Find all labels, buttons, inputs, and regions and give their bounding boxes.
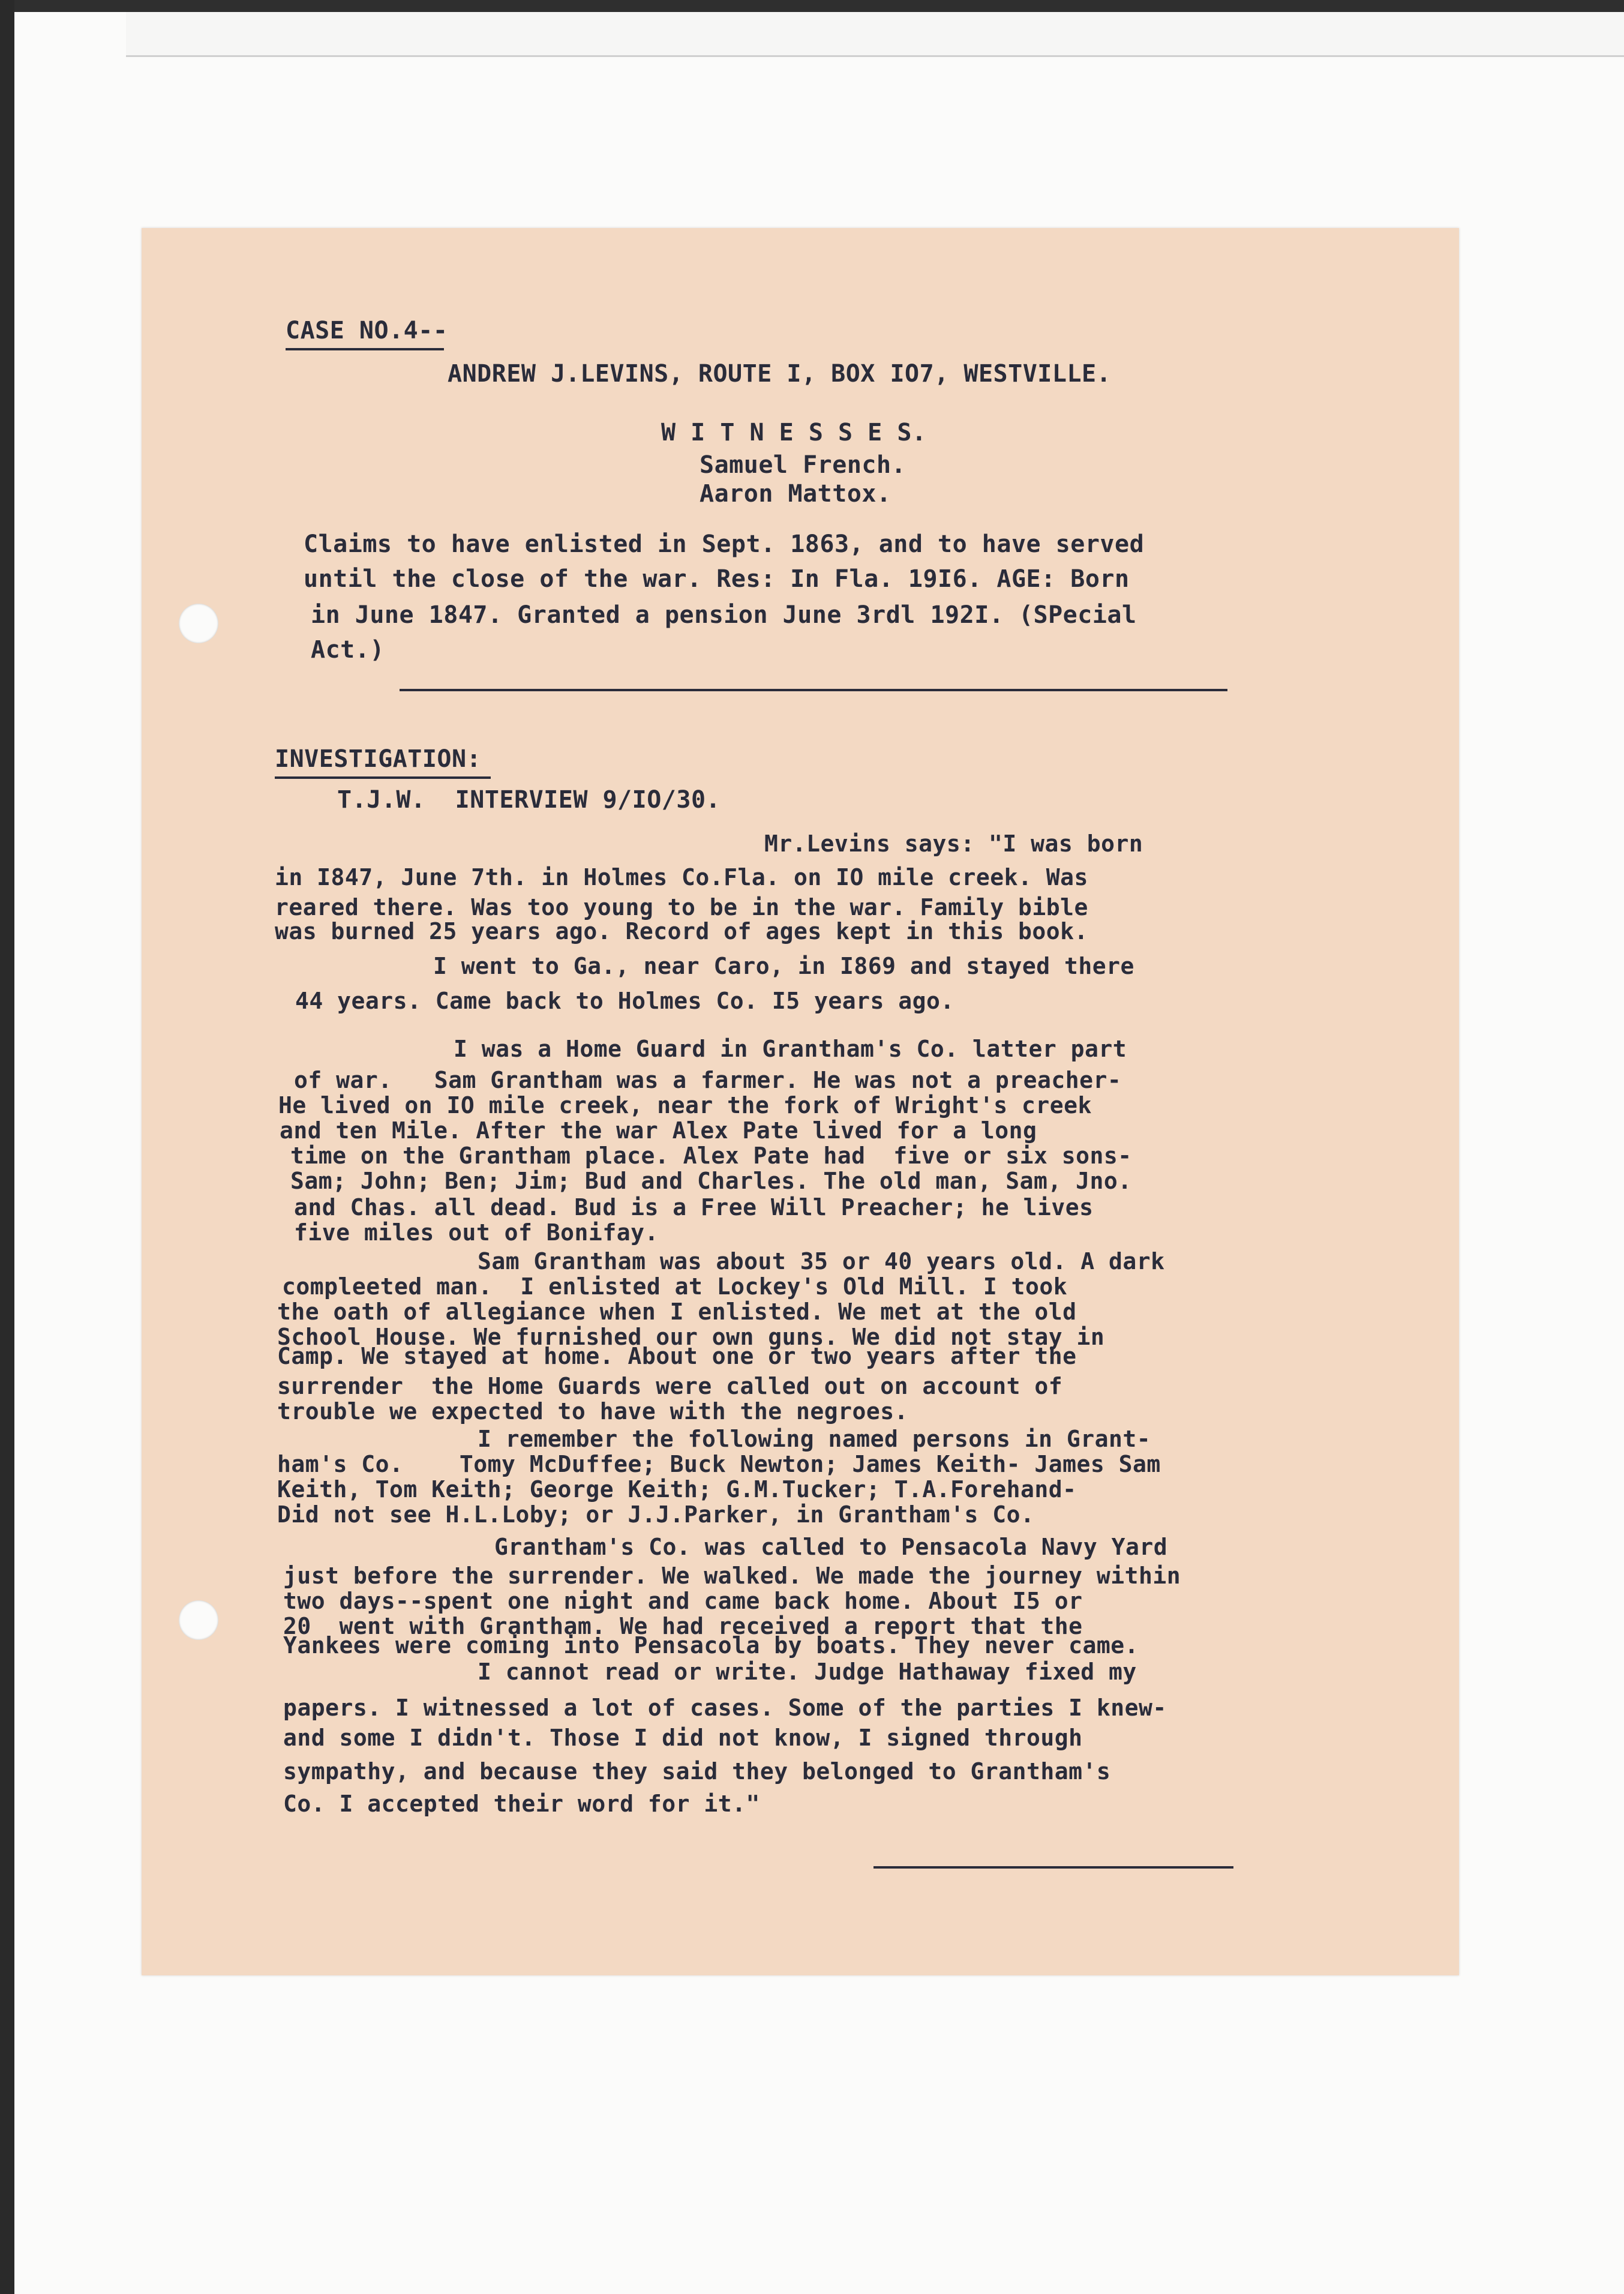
statement-line: I cannot read or write. Judge Hathaway fixed my (478, 1659, 1137, 1685)
statement-line: Co. I accepted their word for it." (283, 1791, 760, 1817)
statement-line: Keith, Tom Keith; George Keith; G.M.Tucker; T.A.Forehand- (277, 1476, 1077, 1503)
statement-line: compleeted man. I enlisted at Lockey's Old Mill. I took (282, 1273, 1068, 1300)
statement-line: School House. We furnished our own guns. We did not stay in (277, 1324, 1105, 1350)
statement-line: ham's Co. Tomy McDuffee; Buck Newton; James Keith- James Sam (277, 1451, 1161, 1477)
statement-line: I remember the following named persons in Grant- (478, 1426, 1151, 1452)
statement-line: two days--spent one night and came back home. About I5 or (283, 1588, 1083, 1614)
statement-line: in I847, June 7th. in Holmes Co.Fla. on IO mile creek. Was (275, 864, 1088, 890)
statement-line: and Chas. all dead. Bud is a Free Will Preacher; he lives (294, 1194, 1094, 1221)
statement-line: of war. Sam Grantham was a farmer. He was not a preacher- (294, 1067, 1122, 1093)
witnesses-heading: W I T N E S S E S. (661, 419, 927, 446)
statement-line: He lived on IO mile creek, near the fork of Wright's creek (278, 1092, 1092, 1118)
witness-name: Aaron Mattox. (700, 480, 891, 508)
closing-rule (873, 1866, 1233, 1869)
interview-line: T.J.W. INTERVIEW 9/IO/30. (337, 786, 721, 814)
statement-line: five miles out of Bonifay. (294, 1219, 659, 1246)
scan-backing-sheet-edge (126, 12, 1624, 57)
claims-line: Act.) (311, 636, 385, 664)
witness-name: Samuel French. (700, 451, 906, 479)
statement-line: I was a Home Guard in Grantham's Co. latter part (454, 1036, 1127, 1062)
statement-line: Did not see H.L.Loby; or J.J.Parker, in Grantham's Co. (277, 1501, 1035, 1528)
document-page (142, 228, 1459, 1975)
statement-line: Grantham's Co. was called to Pensacola Navy Yard (494, 1534, 1168, 1560)
statement-line: 20 went with Grantham. We had received a report that the (283, 1613, 1083, 1639)
statement-line: Mr.Levins says: "I was born (764, 830, 1143, 857)
statement-line: trouble we expected to have with the negroes. (277, 1398, 909, 1425)
investigation-underline (275, 776, 491, 779)
statement-line: Yankees were coming into Pensacola by boats. They never came. (283, 1632, 1139, 1659)
statement-line: and some I didn't. Those I did not know, I signed through (283, 1725, 1083, 1751)
statement-line: Camp. We stayed at home. About one or two years after the (277, 1343, 1077, 1369)
statement-line: surrender the Home Guards were called out on account of (277, 1373, 1063, 1399)
punch-hole-top (179, 604, 218, 643)
claims-line: in June 1847. Granted a pension June 3rdl 192I. (SPecial (311, 601, 1137, 629)
statement-line: and ten Mile. After the war Alex Pate lived for a long (280, 1117, 1037, 1144)
scan-left-edge (0, 0, 14, 2294)
claims-line: until the close of the war. Res: In Fla. 19I6. AGE: Born (304, 565, 1130, 593)
statement-line: was burned 25 years ago. Record of ages kept in this book. (275, 918, 1088, 944)
case-number: CASE NO.4-- (286, 317, 448, 344)
claimant-address: ANDREW J.LEVINS, ROUTE I, BOX IO7, WESTVILLE. (448, 360, 1112, 388)
statement-line: papers. I witnessed a lot of cases. Some of the parties I knew- (283, 1695, 1167, 1721)
investigation-heading: INVESTIGATION: (275, 745, 482, 773)
section-divider (400, 689, 1227, 691)
claims-line: Claims to have enlisted in Sept. 1863, and to have served (304, 530, 1145, 558)
statement-line: time on the Grantham place. Alex Pate had five or six sons- (290, 1142, 1132, 1169)
statement-line: the oath of allegiance when I enlisted. We met at the old (277, 1299, 1077, 1325)
statement-line: 44 years. Came back to Holmes Co. I5 years ago. (295, 988, 954, 1014)
statement-line: just before the surrender. We walked. We made the journey within (283, 1563, 1181, 1589)
statement-line: reared there. Was too young to be in the war. Family bible (275, 894, 1088, 920)
statement-line: Sam Grantham was about 35 or 40 years old. A dark (478, 1248, 1165, 1275)
statement-line: sympathy, and because they said they belonged to Grantham's (283, 1758, 1111, 1785)
statement-line: I went to Ga., near Caro, in I869 and stayed there (433, 953, 1134, 979)
scan-top-edge (0, 0, 1624, 12)
statement-line: Sam; John; Ben; Jim; Bud and Charles. The old man, Sam, Jno. (290, 1168, 1132, 1194)
punch-hole-bottom (179, 1600, 218, 1640)
case-number-underline (286, 348, 444, 350)
